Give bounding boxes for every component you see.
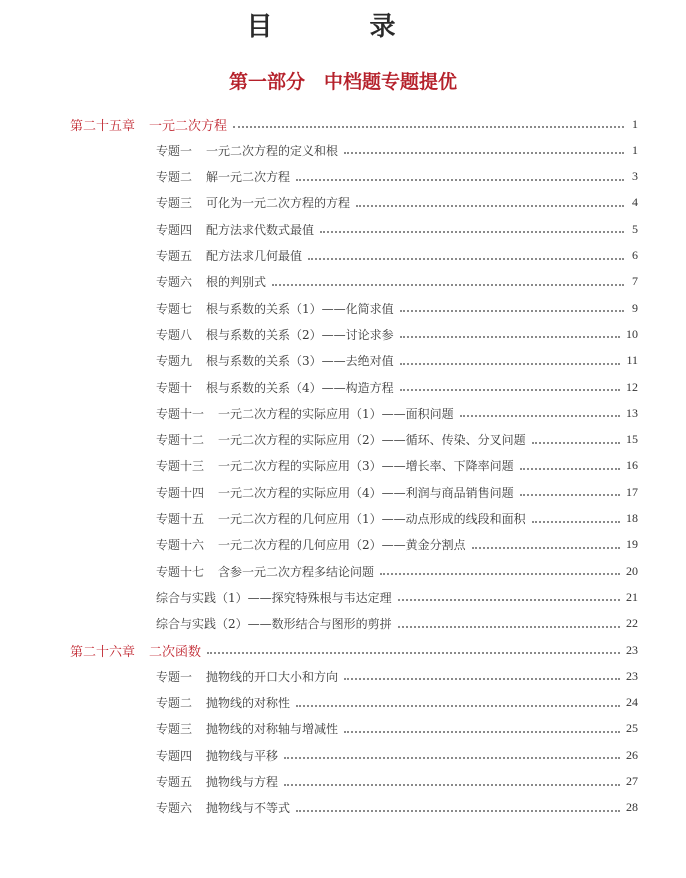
topic-number: 专题七 bbox=[156, 301, 193, 316]
topic-row[interactable] bbox=[156, 666, 638, 686]
topic-number: 专题十三 bbox=[156, 459, 205, 474]
dot-leader bbox=[380, 573, 620, 575]
part-title: 第一部分 中档题专题提优 bbox=[228, 71, 457, 93]
topic-number: 专题十七 bbox=[156, 564, 205, 579]
topic-label bbox=[156, 405, 454, 422]
topic-number: 专题十六 bbox=[156, 538, 205, 553]
topic-row[interactable] bbox=[156, 324, 638, 344]
topic-row[interactable] bbox=[156, 693, 638, 713]
page-number: 4 bbox=[632, 195, 638, 210]
dot-leader bbox=[296, 705, 620, 707]
topic-title: 根与系数的关系（3）——去绝对值 bbox=[206, 354, 394, 369]
dot-leader bbox=[400, 310, 624, 312]
page-number: 23 bbox=[626, 668, 638, 683]
topic-label bbox=[156, 484, 514, 501]
topic-label bbox=[156, 273, 266, 290]
topic-label bbox=[156, 457, 514, 474]
page-number: 22 bbox=[626, 616, 638, 631]
dot-leader bbox=[398, 599, 620, 601]
page-number: 24 bbox=[626, 695, 638, 710]
topic-number: 专题一 bbox=[156, 669, 193, 684]
topic-number: 专题十二 bbox=[156, 433, 205, 448]
topic-label bbox=[156, 536, 466, 553]
topic-title: 抛物线的对称轴与增减性 bbox=[206, 722, 339, 737]
page-number: 7 bbox=[632, 274, 638, 289]
dot-leader bbox=[284, 757, 620, 759]
page-title: 目 录 bbox=[246, 12, 440, 42]
topic-number: 专题三 bbox=[156, 722, 193, 737]
topic-label bbox=[156, 773, 278, 790]
topic-title: 含参一元二次方程多结论问题 bbox=[218, 564, 375, 579]
topic-label bbox=[156, 510, 526, 527]
topic-row[interactable] bbox=[156, 798, 638, 818]
topic-title: 一元二次方程的实际应用（4）——利润与商品销售问题 bbox=[218, 485, 514, 500]
topic-title: 配方法求代数式最值 bbox=[206, 222, 315, 237]
topic-title: 一元二次方程的实际应用（1）——面积问题 bbox=[218, 406, 454, 421]
topic-number: 专题十四 bbox=[156, 485, 205, 500]
topic-row[interactable] bbox=[156, 772, 638, 792]
topic-row[interactable] bbox=[156, 561, 638, 581]
topic-title: 抛物线与方程 bbox=[206, 775, 279, 789]
topic-row[interactable] bbox=[156, 614, 638, 634]
topic-number: 专题二 bbox=[156, 170, 193, 185]
chapter-row[interactable] bbox=[70, 640, 638, 660]
page-number: 28 bbox=[626, 800, 638, 815]
topic-number: 专题二 bbox=[156, 696, 193, 711]
topic-title: 配方法求几何最值 bbox=[206, 249, 303, 263]
dot-leader bbox=[233, 126, 624, 128]
dot-leader bbox=[320, 231, 624, 233]
dot-leader bbox=[344, 731, 620, 733]
page-number: 23 bbox=[626, 642, 638, 657]
dot-leader bbox=[284, 784, 620, 786]
topic-number: 专题十一 bbox=[156, 406, 205, 421]
topic-title: 抛物线与不等式 bbox=[206, 801, 291, 816]
chapter-title: 一元二次方程 bbox=[149, 118, 228, 134]
dot-leader bbox=[344, 152, 624, 154]
page-number: 5 bbox=[632, 221, 638, 236]
page-number: 3 bbox=[632, 169, 638, 184]
topic-row[interactable] bbox=[156, 272, 638, 292]
dot-leader bbox=[356, 205, 624, 207]
dot-leader bbox=[400, 336, 620, 338]
topic-row[interactable] bbox=[156, 167, 638, 187]
topic-row[interactable] bbox=[156, 219, 638, 239]
topic-row[interactable] bbox=[156, 456, 638, 476]
page-number: 27 bbox=[626, 774, 638, 788]
topic-title: 一元二次方程的定义和根 bbox=[206, 143, 339, 158]
page-number: 16 bbox=[626, 458, 638, 473]
topic-label bbox=[156, 300, 394, 317]
chapter-label bbox=[70, 115, 227, 134]
topic-title: 一元二次方程的实际应用（2）——循环、传染、分叉问题 bbox=[218, 433, 526, 448]
page-number: 6 bbox=[632, 248, 638, 262]
dot-leader bbox=[520, 468, 620, 470]
topic-label bbox=[156, 615, 392, 632]
topic-title: 综合与实践（1）——探究特殊根与韦达定理 bbox=[156, 590, 392, 605]
topic-label bbox=[156, 168, 290, 185]
topic-row[interactable] bbox=[156, 246, 638, 266]
topic-label bbox=[156, 326, 394, 343]
topic-row[interactable] bbox=[156, 351, 638, 371]
page-number: 25 bbox=[626, 721, 638, 736]
topic-row[interactable] bbox=[156, 430, 638, 450]
page-number: 9 bbox=[632, 300, 638, 315]
page-number: 10 bbox=[626, 326, 638, 341]
page-number: 26 bbox=[626, 747, 638, 762]
dot-leader bbox=[460, 415, 620, 417]
dot-leader bbox=[296, 810, 620, 812]
page-number: 12 bbox=[626, 379, 638, 394]
topic-label bbox=[156, 694, 290, 711]
topic-title: 根与系数的关系（1）——化简求值 bbox=[206, 301, 394, 316]
topic-label bbox=[156, 563, 374, 580]
chapter-label bbox=[70, 641, 201, 660]
topic-number: 专题四 bbox=[156, 222, 193, 237]
topic-title: 综合与实践（2）——数形结合与图形的剪拼 bbox=[156, 617, 392, 632]
topic-label bbox=[156, 589, 392, 606]
topic-row[interactable] bbox=[156, 587, 638, 607]
topic-row[interactable] bbox=[156, 140, 638, 160]
page-number: 18 bbox=[626, 511, 638, 525]
page-number: 11 bbox=[626, 353, 638, 368]
topic-title: 抛物线的对称性 bbox=[206, 696, 291, 711]
chapter-title: 二次函数 bbox=[149, 644, 202, 660]
page-number: 1 bbox=[632, 116, 638, 131]
page-number: 19 bbox=[626, 537, 638, 552]
topic-number: 专题八 bbox=[156, 327, 193, 342]
dot-leader bbox=[207, 652, 620, 654]
dot-leader bbox=[400, 363, 621, 365]
topic-number: 专题五 bbox=[156, 249, 193, 263]
topic-number: 专题四 bbox=[156, 748, 193, 763]
topic-row[interactable] bbox=[156, 377, 638, 397]
topic-label bbox=[156, 194, 350, 211]
dot-leader bbox=[532, 521, 620, 523]
dot-leader bbox=[400, 389, 620, 391]
topic-label bbox=[156, 747, 278, 764]
topic-row[interactable] bbox=[156, 298, 638, 318]
dot-leader bbox=[344, 678, 620, 680]
topic-row[interactable] bbox=[156, 535, 638, 555]
page-number: 20 bbox=[626, 563, 638, 578]
dot-leader bbox=[520, 494, 620, 496]
topic-number: 专题十五 bbox=[156, 512, 205, 526]
chapter-number: 第二十六章 bbox=[70, 644, 136, 660]
dot-leader bbox=[308, 258, 624, 260]
topic-number: 专题十 bbox=[156, 380, 193, 395]
topic-title: 一元二次方程的几何应用（2）——黄金分割点 bbox=[218, 538, 466, 553]
chapter-row[interactable] bbox=[70, 114, 638, 134]
topic-label bbox=[156, 142, 338, 159]
topic-label bbox=[156, 352, 394, 369]
dot-leader bbox=[398, 626, 620, 628]
topic-title: 根的判别式 bbox=[206, 275, 267, 290]
topic-label bbox=[156, 247, 302, 264]
dot-leader bbox=[472, 547, 620, 549]
topic-title: 根与系数的关系（4）——构造方程 bbox=[206, 380, 394, 395]
topic-title: 一元二次方程的实际应用（3）——增长率、下降率问题 bbox=[218, 459, 514, 474]
topic-title: 一元二次方程的几何应用（1）——动点形成的线段和面积 bbox=[218, 512, 526, 526]
topic-row[interactable] bbox=[156, 193, 638, 213]
topic-label bbox=[156, 431, 526, 448]
page-number: 13 bbox=[626, 405, 638, 420]
topic-number: 专题六 bbox=[156, 801, 193, 816]
topic-label bbox=[156, 720, 338, 737]
topic-title: 抛物线与平移 bbox=[206, 748, 279, 763]
page-number: 15 bbox=[626, 432, 638, 447]
dot-leader bbox=[532, 442, 620, 444]
topic-number: 专题一 bbox=[156, 143, 193, 158]
topic-title: 可化为一元二次方程的方程 bbox=[206, 196, 351, 211]
topic-number: 专题三 bbox=[156, 196, 193, 211]
page-number: 21 bbox=[626, 589, 638, 604]
topic-label bbox=[156, 668, 338, 685]
topic-label bbox=[156, 221, 314, 238]
topic-row[interactable] bbox=[156, 482, 638, 502]
page-number: 1 bbox=[632, 142, 638, 157]
topic-label bbox=[156, 379, 394, 396]
page-number: 17 bbox=[626, 484, 638, 499]
dot-leader bbox=[272, 284, 624, 286]
topic-row[interactable] bbox=[156, 403, 638, 423]
topic-title: 抛物线的开口大小和方向 bbox=[206, 669, 339, 684]
topic-title: 根与系数的关系（2）——讨论求参 bbox=[206, 327, 394, 342]
dot-leader bbox=[296, 179, 624, 181]
topic-number: 专题九 bbox=[156, 354, 193, 369]
topic-row[interactable] bbox=[156, 509, 638, 529]
topic-row[interactable] bbox=[156, 745, 638, 765]
topic-label bbox=[156, 799, 290, 816]
topic-number: 专题六 bbox=[156, 275, 193, 290]
topic-title: 解一元二次方程 bbox=[206, 170, 291, 185]
topic-row[interactable] bbox=[156, 719, 638, 739]
topic-number: 专题五 bbox=[156, 775, 193, 789]
chapter-number: 第二十五章 bbox=[70, 118, 136, 134]
